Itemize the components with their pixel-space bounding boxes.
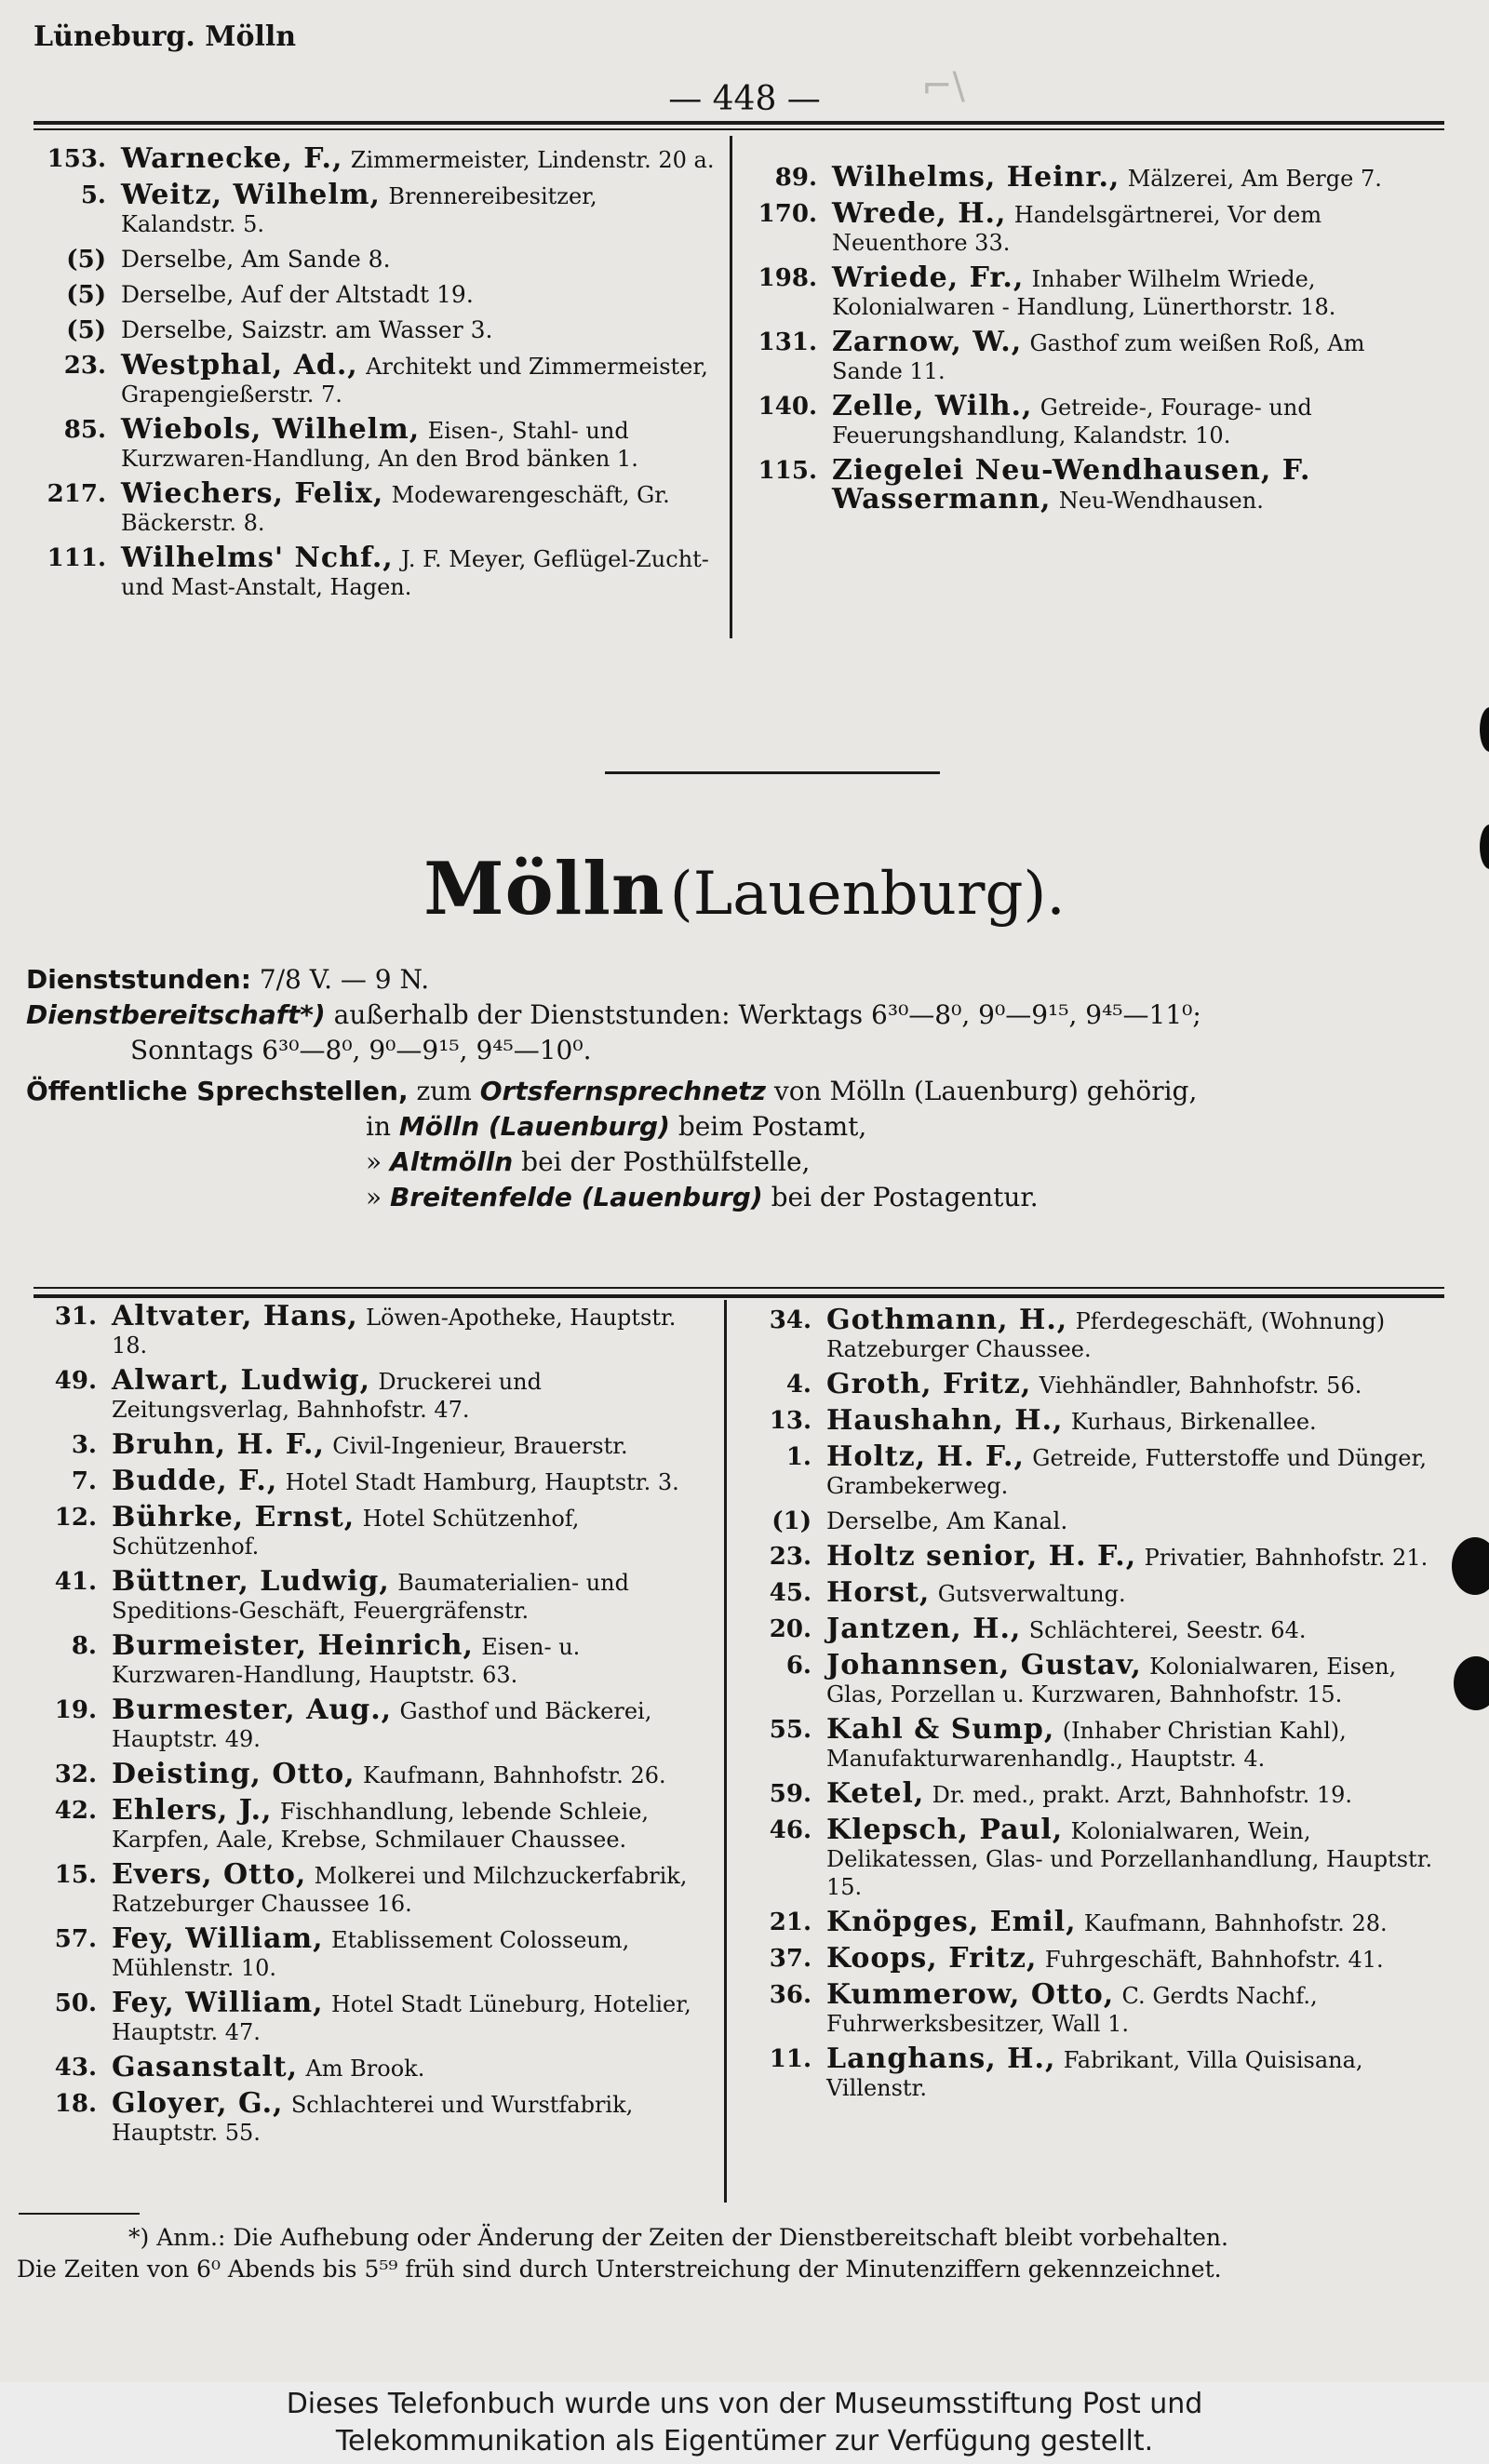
entry-description: Modewarengeschäft, Gr. Bäckerstr. 8. [121, 482, 670, 536]
sprechstellen-list [26, 1109, 1459, 1215]
directory-entry [24, 1758, 709, 1790]
section-divider [605, 771, 940, 774]
entry-number: 131. [758, 328, 817, 356]
entry-description: Schlächterei, Seestr. 64. [1028, 1617, 1307, 1643]
entry-name: Jantzen, H., [826, 1613, 1022, 1645]
entry-name: Westphal, Ad., [121, 349, 358, 382]
entry-description: Inhaber Wilhelm Wriede, Kolonialwaren - Handlung, Lünerthorstr. 18. [832, 266, 1336, 320]
entry-description: Handelsgärtnerei, Vor dem Neuenthore 33. [832, 202, 1322, 256]
directory-entry [739, 1368, 1435, 1400]
entry-number: 32. [54, 1761, 97, 1788]
entry-description: Derselbe, Am Kanal. [826, 1507, 1068, 1534]
entry-description: Gasthof zum weißen Roß, Am Sande 11. [832, 330, 1365, 384]
entry-number: 140. [758, 393, 817, 421]
sprechstelle-location: beim Postamt, [677, 1111, 867, 1142]
entry-name: Warnecke, F., [121, 142, 343, 175]
entry-number: 7. [71, 1467, 97, 1495]
entry-name: Alwart, Ludwig, [112, 1364, 371, 1397]
entry-description: Eisen- u. Kurzwaren-Handlung, Hauptstr. 63. [112, 1634, 581, 1688]
bereitschaft-label: Dienstbereitschaft*) [26, 999, 326, 1030]
directory-entry [24, 1565, 709, 1625]
sprechstelle-place: Altmölln [390, 1146, 514, 1177]
entry-name: Fey, William, [112, 1987, 324, 2019]
directory-entry [24, 1922, 709, 1982]
entry-description: Zimmermeister, Lindenstr. 20 a. [350, 147, 715, 173]
sprechstelle-line [366, 1145, 1459, 1180]
sprechstelle-prefix: » [366, 1182, 391, 1212]
entry-number: 23. [63, 352, 106, 380]
sprechstelle-location: bei der Posthülfstelle, [521, 1146, 811, 1177]
directory-entry [34, 142, 715, 175]
entry-number: 153. [47, 145, 106, 173]
directory-entry [744, 328, 1435, 385]
entry-number: 4. [785, 1371, 812, 1399]
directory-entry [739, 1816, 1435, 1901]
sprechstelle-line [366, 1109, 1459, 1145]
directory-entry [34, 281, 715, 309]
town-region: (Lauenburg). [669, 860, 1066, 929]
entry-name: Ziegelei Neu-Wendhausen, F. Wassermann, [832, 454, 1311, 516]
directory-entry [739, 1440, 1435, 1500]
entry-name: Zelle, Wilh., [832, 390, 1033, 422]
directory-entry [744, 454, 1435, 516]
entry-number: 50. [54, 1989, 97, 2017]
entry-description: Getreide, Futterstoffe und Dünger, Grambekerweg. [826, 1445, 1427, 1499]
entry-name: Burmeister, Heinrich, [112, 1629, 474, 1662]
entry-description: Derselbe, Saizstr. am Wasser 3. [121, 316, 493, 343]
directory-entry [24, 1794, 709, 1854]
service-hours [26, 962, 1459, 1215]
entry-number: 34. [769, 1306, 812, 1334]
directory-entry [739, 1942, 1435, 1975]
town-title [0, 847, 1489, 931]
entry-name: Gothmann, H., [826, 1304, 1068, 1336]
footnote-rule [19, 2213, 140, 2215]
entry-name: Fey, William, [112, 1922, 324, 1955]
entry-description: Hotel Stadt Lüneburg, Hotelier, Hauptstr. 47. [112, 1991, 691, 2045]
entry-number: 59. [769, 1780, 812, 1808]
directory-entry [739, 1978, 1435, 2038]
directory-entry [24, 2051, 709, 2083]
footnote-line-1: *) Anm.: Die Aufhebung oder Änderung der Zeiten der Dienstbereitschaft bleibt vorbehalten. [128, 2224, 1228, 2251]
entry-description: Hotel Stadt Hamburg, Hauptstr. 3. [285, 1469, 679, 1495]
header-rule [34, 121, 1444, 125]
entry-name: Knöpges, Emil, [826, 1906, 1077, 1938]
entry-number: (5) [66, 246, 106, 274]
entry-name: Klepsch, Paul, [826, 1814, 1064, 1846]
entry-number: 55. [769, 1716, 812, 1744]
directory-entry [24, 1364, 709, 1424]
entries-bottom-left [24, 1300, 709, 2154]
entry-description: C. Gerdts Nachf., Fuhrwerksbesitzer, Wall 1. [826, 1983, 1318, 2037]
directory-entry [34, 544, 715, 601]
sprechstelle-prefix: in [366, 1111, 391, 1142]
entry-name: Wrede, H., [832, 197, 1007, 230]
entry-name: Wilhelms' Nchf., [121, 542, 394, 574]
entry-name: Koops, Fritz, [826, 1942, 1038, 1975]
entry-description: Baumaterialien- und Speditions-Geschäft, Feuergräfenstr. [112, 1570, 629, 1624]
entry-number: 20. [769, 1615, 812, 1643]
entry-name: Altvater, Hans, [112, 1300, 358, 1332]
attribution-footer [0, 2382, 1489, 2464]
entry-number: 31. [54, 1303, 97, 1331]
entry-name: Holtz senior, H. F., [826, 1540, 1137, 1573]
directory-entry [739, 1615, 1435, 1644]
entry-name: Burmester, Aug., [112, 1694, 393, 1726]
entry-description: Kaufmann, Bahnhofstr. 26. [362, 1762, 666, 1788]
directory-entry [739, 1908, 1435, 1937]
entry-number: 217. [47, 480, 106, 508]
entry-description: Dr. med., prakt. Arzt, Bahnhofstr. 19. [932, 1782, 1353, 1808]
entry-name: Groth, Fritz, [826, 1368, 1032, 1400]
town-name: Mölln [423, 847, 665, 931]
bereitschaft-text: außerhalb der Dienststunden: Werktags 6³⁰—8⁰, 9⁰—9¹⁵, 9⁴⁵—11⁰; [333, 999, 1201, 1030]
entry-name: Budde, F., [112, 1465, 278, 1497]
running-header: Lüneburg. Mölln [34, 20, 297, 53]
directory-entry [34, 246, 715, 274]
directory-entry [34, 181, 715, 238]
directory-entry [739, 2042, 1435, 2102]
column-divider-bottom [724, 1300, 727, 2203]
list-rule-thick [34, 1294, 1444, 1298]
bleed-through-mark: ⌐\ [921, 65, 965, 108]
entry-description: Etablissement Colosseum, Mühlenstr. 10. [112, 1927, 630, 1981]
directory-entry [24, 1629, 709, 1689]
entry-number: 6. [785, 1652, 812, 1680]
entry-name: Kahl & Sump, [826, 1713, 1055, 1746]
entry-description: Fischhandlung, lebende Schleie, Karpfen, Aale, Krebse, Schmilauer Chaussee. [112, 1799, 650, 1853]
entry-name: Johannsen, Gustav, [826, 1649, 1142, 1681]
entry-number: 89. [774, 164, 817, 192]
entry-name: Wiechers, Felix, [121, 477, 384, 510]
entry-number: 42. [54, 1797, 97, 1825]
entry-number: 57. [54, 1925, 97, 1953]
entry-name: Kummerow, Otto, [826, 1978, 1115, 2011]
entry-number: (5) [66, 281, 106, 309]
list-rule [34, 1287, 1444, 1289]
sprechstellen-mid: zum [416, 1076, 472, 1106]
scan-binding-mark [1454, 1656, 1489, 1710]
entry-description: Neu-Wendhausen. [1058, 488, 1264, 514]
sprechstelle-prefix: » [366, 1146, 391, 1177]
entry-name: Wiebols, Wilhelm, [121, 413, 421, 446]
entry-number: 49. [54, 1367, 97, 1395]
entry-number: 111. [47, 544, 106, 572]
directory-entry [739, 1649, 1435, 1708]
entry-name: Haushahn, H., [826, 1404, 1064, 1437]
directory-entry [24, 1428, 709, 1461]
directory-entry [744, 261, 1435, 321]
entry-number: 21. [769, 1908, 812, 1936]
entry-number: 5. [80, 181, 106, 209]
entry-name: Wilhelms, Heinr., [832, 161, 1120, 194]
sprechstelle-line [366, 1180, 1459, 1215]
entry-description: Getreide-, Fourage- und Feuerungshandlung, Kalandstr. 10. [832, 395, 1312, 449]
entry-name: Ehlers, J., [112, 1794, 273, 1827]
page-number: — 448 — [668, 80, 821, 118]
entry-description: Löwen-Apotheke, Hauptstr. 18. [112, 1305, 677, 1359]
entry-name: Horst, [826, 1576, 931, 1609]
entry-name: Ketel, [826, 1777, 925, 1810]
directory-entry [739, 1507, 1435, 1535]
entry-number: 45. [769, 1579, 812, 1607]
entry-description: Derselbe, Auf der Altstadt 19. [121, 281, 474, 308]
entry-description: Am Brook. [305, 2056, 425, 2082]
entry-description: Kaufmann, Bahnhofstr. 28. [1083, 1910, 1388, 1936]
directory-entry [744, 161, 1435, 194]
directory-entry [34, 349, 715, 408]
entry-number: (1) [771, 1507, 812, 1535]
entry-description: Brennereibesitzer, Kalandstr. 5. [121, 183, 597, 237]
entry-name: Evers, Otto, [112, 1858, 307, 1891]
entry-number: 15. [54, 1861, 97, 1889]
directory-entry [34, 413, 715, 473]
directory-entry [34, 316, 715, 344]
entry-description: Gasthof und Bäckerei, Hauptstr. 49. [112, 1698, 652, 1752]
directory-entry [24, 1300, 709, 1359]
directory-entry [739, 1540, 1435, 1573]
entry-description: Druckerei und Zeitungsverlag, Bahnhofstr. 47. [112, 1369, 542, 1423]
entry-name: Bührke, Ernst, [112, 1501, 355, 1533]
entry-description: Architekt und Zimmermeister, Grapengießerstr. 7. [121, 354, 708, 408]
entry-name: Zarnow, W., [832, 326, 1023, 358]
entry-description: Fuhrgeschäft, Bahnhofstr. 41. [1044, 1947, 1384, 1973]
entry-description: Civil-Ingenieur, Brauerstr. [332, 1433, 628, 1459]
entry-name: Holtz, H. F., [826, 1440, 1025, 1473]
header-rule-thin [34, 128, 1444, 130]
entry-number: (5) [66, 316, 106, 344]
sprechstelle-place: Mölln (Lauenburg) [398, 1111, 670, 1142]
entry-description: Schlachterei und Wurstfabrik, Hauptstr. 55. [112, 2092, 634, 2146]
entry-description: (Inhaber Christian Kahl), Manufakturwarenhandlg., Hauptstr. 4. [826, 1718, 1347, 1772]
scan-binding-mark [1480, 707, 1489, 752]
entry-name: Deisting, Otto, [112, 1758, 355, 1790]
entry-description: Derselbe, Am Sande 8. [121, 246, 391, 273]
directory-entry [739, 1576, 1435, 1609]
directory-entry [24, 1858, 709, 1918]
sprechstellen-label: Öffentliche Sprechstellen, [26, 1076, 409, 1106]
entry-number: 41. [54, 1568, 97, 1596]
directory-entry [739, 1404, 1435, 1437]
entries-top-right [744, 161, 1435, 522]
entry-name: Büttner, Ludwig, [112, 1565, 390, 1598]
entry-number: 8. [71, 1632, 97, 1660]
directory-entry [744, 390, 1435, 449]
entry-description: Mälzerei, Am Berge 7. [1127, 166, 1382, 192]
sprechstelle-location: bei der Postagentur. [771, 1182, 1039, 1212]
entry-description: Pferdegeschäft, (Wohnung) Ratzeburger Chaussee. [826, 1308, 1386, 1362]
entry-number: 12. [54, 1504, 97, 1532]
entry-name: Wriede, Fr., [832, 261, 1025, 294]
footnote-line-2: Die Zeiten von 6⁰ Abends bis 5⁵⁹ früh sind durch Unterstreichung der Minutenziffern gekennzeichnet. [17, 2256, 1222, 2283]
entry-description: Privatier, Bahnhofstr. 21. [1144, 1545, 1429, 1571]
entry-description: Kurhaus, Birkenallee. [1070, 1409, 1317, 1435]
entry-number: 23. [769, 1543, 812, 1571]
entry-description: Eisen-, Stahl- und Kurzwaren-Handlung, An den Brod bänken 1. [121, 418, 638, 472]
entry-number: 115. [758, 457, 817, 485]
directory-entry [34, 477, 715, 537]
entry-description: Kolonialwaren, Eisen, Glas, Porzellan u. Kurzwaren, Bahnhofstr. 15. [826, 1654, 1397, 1707]
entry-description: Hotel Schützenhof, Schützenhof. [112, 1506, 580, 1560]
entry-name: Langhans, H., [826, 2042, 1056, 2075]
entry-number: 198. [758, 264, 817, 292]
entry-number: 18. [54, 2090, 97, 2118]
directory-entry [739, 1713, 1435, 1773]
attribution-line-1: Dieses Telefonbuch wurde uns von der Museumsstiftung Post und [286, 2388, 1203, 2420]
entry-name: Gasanstalt, [112, 2051, 299, 2083]
directory-entry [24, 1989, 709, 2046]
entry-number: 43. [54, 2054, 97, 2082]
directory-entry [24, 1467, 709, 1496]
entry-description: J. F. Meyer, Geflügel-Zucht- und Mast-Anstalt, Hagen. [121, 546, 709, 600]
entry-number: 1. [785, 1443, 812, 1471]
attribution-line-2: Telekommunikation als Eigentümer zur Verfügung gestellt. [335, 2425, 1154, 2457]
entry-description: Fabrikant, Villa Quisisana, Villenstr. [826, 2047, 1363, 2101]
entry-name: Bruhn, H. F., [112, 1428, 325, 1461]
footnote [17, 2222, 1469, 2285]
entries-top-left [34, 142, 715, 609]
entry-description: Viehhändler, Bahnhofstr. 56. [1039, 1373, 1362, 1399]
entry-number: 13. [769, 1407, 812, 1435]
sprechstellen-rest: von Mölln (Lauenburg) gehörig, [773, 1076, 1198, 1106]
dienststunden-value: 7/8 V. — 9 N. [259, 964, 430, 995]
directory-entry [739, 1777, 1435, 1810]
entry-number: 46. [769, 1816, 812, 1844]
directory-entry [24, 1501, 709, 1560]
directory-entry [739, 1306, 1435, 1363]
scan-binding-mark [1452, 1537, 1489, 1595]
directory-entry [24, 2087, 709, 2147]
entry-number: 170. [758, 200, 817, 228]
entry-description: Molkerei und Milchzuckerfabrik, Ratzeburger Chaussee 16. [112, 1863, 688, 1917]
entry-description: Gutsverwaltung. [937, 1581, 1126, 1607]
entry-number: 11. [769, 2045, 812, 2073]
entries-bottom-right [739, 1306, 1435, 2109]
ortsfernsprechnetz: Ortsfernsprechnetz [479, 1076, 766, 1106]
entry-number: 85. [63, 416, 106, 444]
entry-number: 3. [71, 1431, 97, 1459]
entry-name: Gloyer, G., [112, 2087, 284, 2120]
entry-number: 19. [54, 1696, 97, 1724]
directory-entry [24, 1696, 709, 1753]
sonntags-hours: Sonntags 6³⁰—8⁰, 9⁰—9¹⁵, 9⁴⁵—10⁰. [130, 1035, 592, 1065]
entry-number: 37. [769, 1945, 812, 1973]
dienststunden-label: Dienststunden: [26, 964, 251, 995]
entry-number: 36. [769, 1981, 812, 2009]
column-divider-top [730, 136, 732, 638]
entry-name: Weitz, Wilhelm, [121, 179, 381, 211]
entry-description: Kolonialwaren, Wein, Delikatessen, Glas- und Porzellanhandlung, Hauptstr. 15. [826, 1818, 1433, 1900]
sprechstelle-place: Breitenfelde (Lauenburg) [390, 1182, 763, 1212]
directory-entry [744, 197, 1435, 257]
